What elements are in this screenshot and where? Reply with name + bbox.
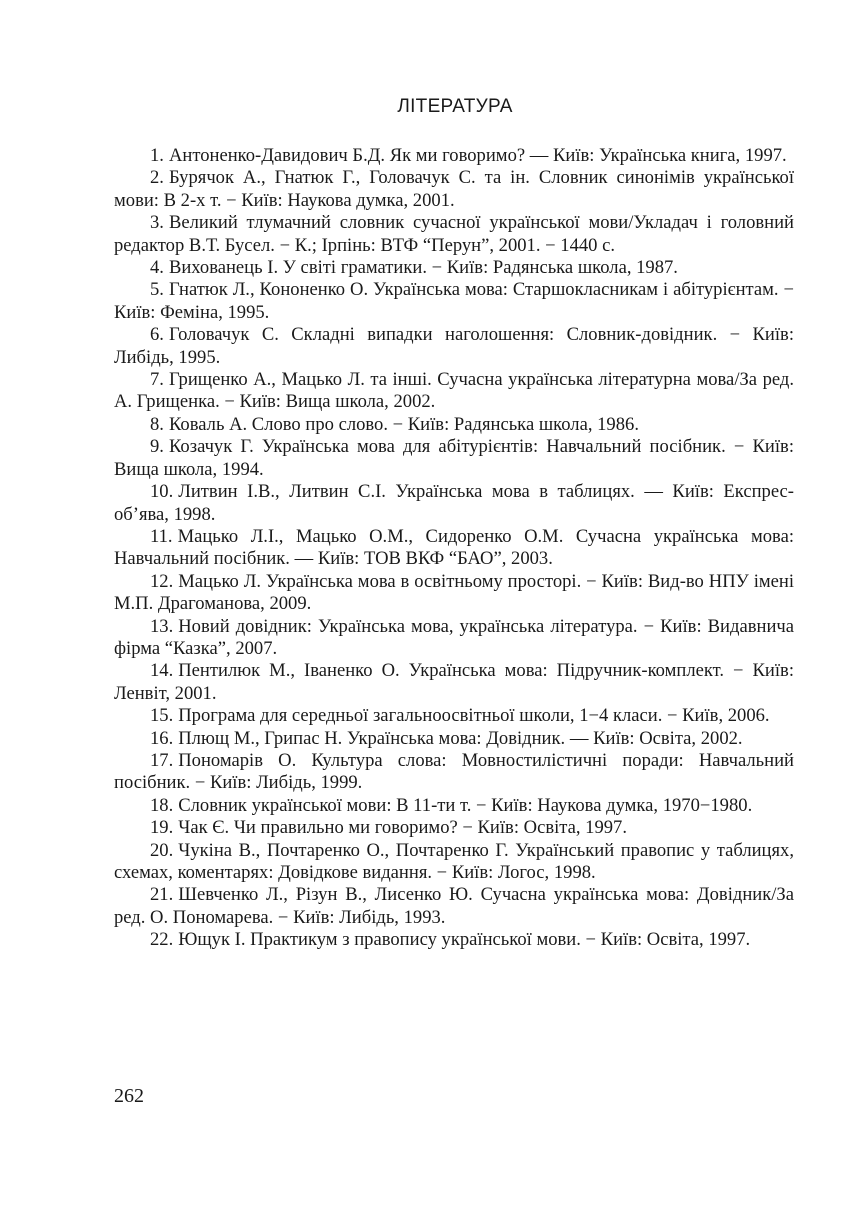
reference-number: 17. (150, 749, 174, 771)
reference-item (114, 840, 794, 885)
reference-text: Плющ М., Грипас Н. Українська мова: Довідник. — Київ: Освіта, 2002. (178, 727, 743, 749)
reference-text: Головачук С. Складні випадки наголошення: Словник-довідник. − Київ: Либідь, 1995. (114, 324, 794, 368)
reference-text: Мацько Л.І., Мацько О.М., Сидоренко О.М. Сучасна українська мова: Навчальний посібник. — Київ: ТОВ ВКФ “БАО”, 2003. (114, 525, 794, 570)
reference-item (114, 279, 794, 324)
reference-text: Великий тлумачний словник сучасної української мови/Укладач і головний редактор В.Т. Бусел. − К.; Ірпінь: ВТФ “Перун”, 2001. − 1440 с. (114, 212, 794, 256)
reference-text: Пономарів О. Культура слова: Мовностилістичні поради: Навчальний посібник. − Київ: Либідь, 1999. (114, 749, 794, 794)
reference-text: Чак Є. Чи правильно ми говоримо? − Київ: Освіта, 1997. (178, 817, 628, 839)
reference-item (114, 324, 794, 369)
reference-text: Литвин І.В., Литвин С.І. Українська мова в таблицях. — Київ: Експрес-об’ява, 1998. (114, 481, 794, 525)
reference-number: 20. (150, 839, 174, 861)
reference-number: 19. (150, 817, 174, 839)
reference-item (114, 414, 794, 436)
reference-text: Ющук І. Практикум з правопису української мови. − Київ: Освіта, 1997. (178, 929, 751, 951)
reference-number: 14. (150, 660, 174, 682)
reference-text: Шевченко Л., Різун В., Лисенко Ю. Сучасна українська мова: Довідник/За ред. О. Пономарева. − Київ: Либідь, 1993. (114, 884, 794, 928)
reference-number: 22. (150, 929, 174, 951)
reference-item (114, 145, 794, 167)
reference-text: Пентилюк М., Іваненко О. Українська мова: Підручник-комплект. − Київ: Ленвіт, 2001. (114, 660, 794, 704)
reference-item (114, 571, 794, 616)
reference-text: Словник української мови: В 11-ти т. − Київ: Наукова думка, 1970−1980. (178, 794, 753, 816)
reference-text: Антоненко-Давидович Б.Д. Як ми говоримо? — Київ: Українська книга, 1997. (168, 145, 787, 166)
reference-number: 3. (150, 212, 164, 234)
reference-item (114, 884, 794, 929)
reference-text: Гнатюк Л., Кононенко О. Українська мова: Старшокласникам і абітурієнтам. − Київ: Феміна, 1995. (114, 279, 794, 323)
reference-number: 4. (150, 257, 164, 279)
reference-number: 8. (150, 413, 164, 435)
reference-number: 15. (150, 705, 174, 727)
reference-number: 18. (150, 794, 174, 816)
reference-number: 6. (150, 324, 164, 346)
reference-number: 1. (150, 145, 164, 166)
reference-number: 2. (150, 167, 164, 189)
reference-item (114, 817, 794, 839)
reference-item (114, 369, 794, 414)
section-heading: ЛІТЕРАТУРА (397, 96, 513, 117)
reference-item (114, 257, 794, 279)
reference-item (114, 728, 794, 750)
reference-item (114, 750, 794, 795)
reference-text: Вихованець І. У світі граматики. − Київ: Радянська школа, 1987. (168, 257, 678, 279)
reference-item (114, 660, 794, 705)
reference-text: Грищенко А., Мацько Л. та інші. Сучасна українська літературна мова/За ред. А. Грищенка. − Київ: Вища школа, 2002. (114, 369, 794, 413)
reference-item (114, 929, 794, 951)
reference-item (114, 616, 794, 661)
reference-text: Новий довідник: Українська мова, українська література. − Київ: Видавнича фірма “Казка”, 2007. (114, 615, 794, 659)
reference-item (114, 481, 794, 526)
reference-number: 7. (150, 369, 164, 391)
reference-text: Програма для середньої загальноосвітньої школи, 1−4 класи. − Київ, 2006. (178, 705, 770, 727)
reference-item (114, 167, 794, 212)
reference-number: 11. (150, 525, 173, 547)
reference-number: 16. (150, 727, 174, 749)
reference-number: 5. (150, 279, 164, 301)
reference-number: 10. (150, 481, 174, 503)
reference-text: Бурячок А., Гнатюк Г., Головачук С. та ін. Словник синонімів української мови: В 2-х т. − Київ: Наукова думка, 2001. (114, 167, 794, 211)
reference-number: 21. (150, 884, 174, 906)
reference-item (114, 795, 794, 817)
reference-text: Козачук Г. Українська мова для абітурієнтів: Навчальний посібник. − Київ: Вища школа, 1994. (114, 436, 794, 480)
reference-item (114, 526, 794, 571)
reference-text: Коваль А. Слово про слово. − Київ: Радянська школа, 1986. (168, 413, 639, 435)
reference-number: 12. (150, 570, 174, 592)
page-number: 262 (114, 1085, 144, 1107)
reference-text: Мацько Л. Українська мова в освітньому просторі. − Київ: Вид-во НПУ імені М.П. Драгоманова, 2009. (114, 570, 794, 615)
reference-item (114, 705, 794, 727)
reference-item (114, 436, 794, 481)
reference-item (114, 212, 794, 257)
reference-number: 13. (150, 615, 174, 637)
reference-number: 9. (150, 436, 164, 458)
reference-list (114, 145, 794, 952)
reference-text: Чукіна В., Почтаренко О., Почтаренко Г. Український правопис у таблицях, схемах, коментарях: Довідкове видання. − Київ: Логос, 1998. (114, 839, 794, 883)
